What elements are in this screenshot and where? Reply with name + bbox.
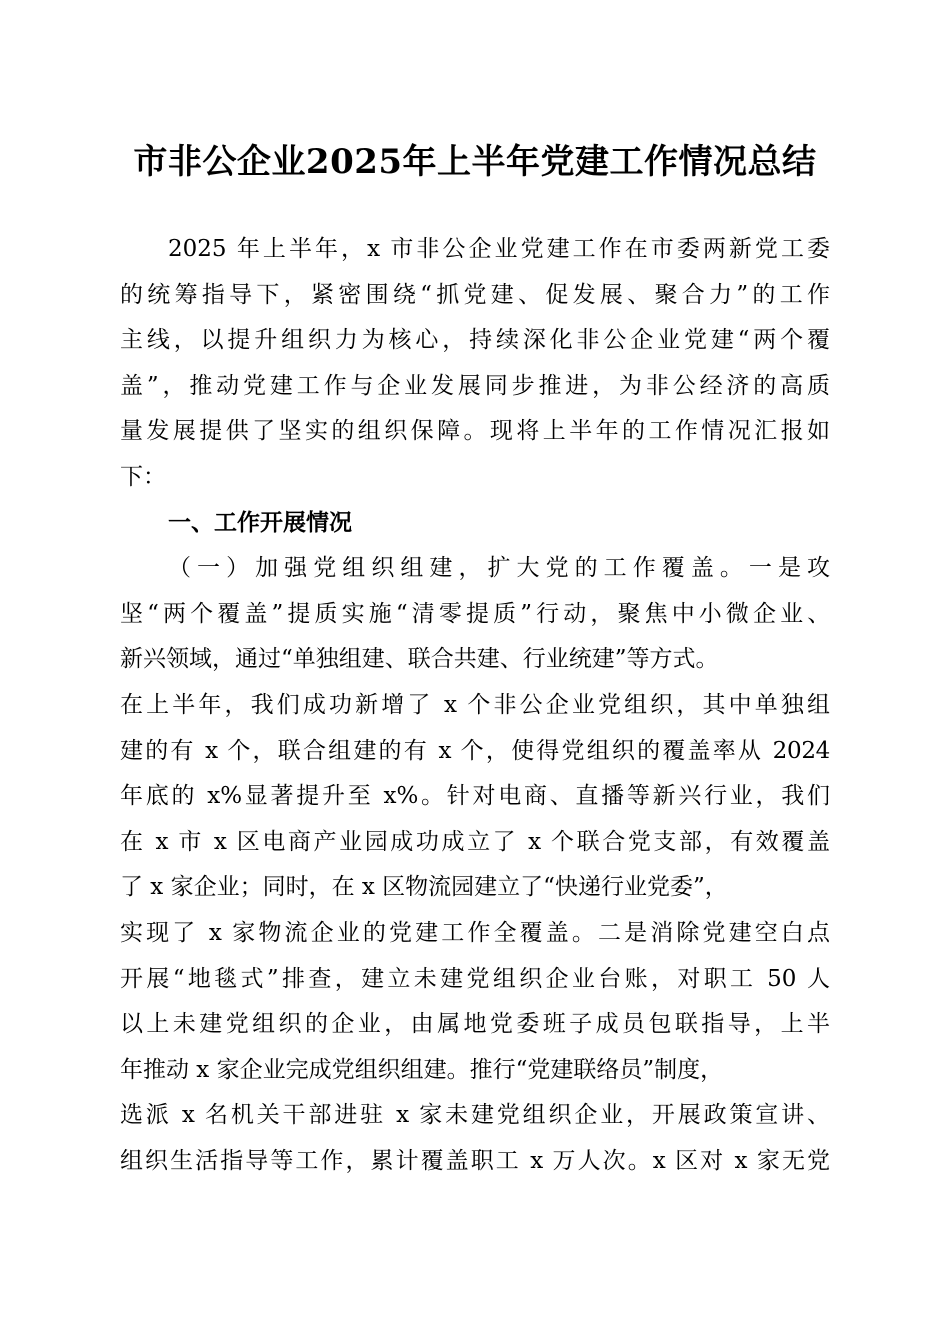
- paragraph-line: 坚“两个覆盖”提质实施“清零提质”行动，聚焦中小微企业、: [120, 600, 830, 627]
- document-title: 市非公企业2025年上半年党建工作情况总结: [133, 142, 817, 182]
- paragraph-line: 实现了 x 家物流企业的党建工作全覆盖。二是消除党建空白点: [120, 919, 830, 946]
- paragraph-line: 建的有 x 个，联合组建的有 x 个，使得党组织的覆盖率从 2024: [120, 737, 830, 764]
- paragraph-line: 组织生活指导等工作，累计覆盖职工 x 万人次。x 区对 x 家无党: [120, 1147, 830, 1174]
- paragraph-line: 新兴领域，通过“单独组建、联合共建、行业统建”等方式。: [120, 646, 719, 673]
- paragraph-line: 在 x 市 x 区电商产业园成功成立了 x 个联合党支部，有效覆盖: [120, 828, 830, 855]
- paragraph-line: 2025 年上半年，x 市非公企业党建工作在市委两新党工委: [168, 236, 830, 262]
- paragraph-line: 以上未建党组织的企业，由属地党委班子成员包联指导，上半: [120, 1011, 830, 1038]
- section-heading: 一、工作开展情况: [168, 509, 352, 536]
- paragraph-line: 了 x 家企业；同时，在 x 区物流园建立了“快递行业党委”，: [120, 874, 728, 901]
- paragraph-line: 年推动 x 家企业完成党组织组建。推行“党建联络员”制度，: [120, 1056, 724, 1083]
- paragraph-line: 盖”，推动党建工作与企业发展同步推进，为非公经济的高质: [120, 372, 830, 399]
- paragraph-line: 年底的 x%显著提升至 x%。针对电商、直播等新兴行业，我们: [120, 783, 830, 810]
- document-body: [120, 227, 830, 1184]
- paragraph-line: 下：: [120, 463, 166, 490]
- paragraph-line: 的统筹指导下，紧密围绕“抓党建、促发展、聚合力”的工作: [120, 281, 830, 308]
- paragraph-line: 量发展提供了坚实的组织保障。现将上半年的工作情况汇报如: [120, 418, 830, 445]
- paragraph-line: 选派 x 名机关干部进驻 x 家未建党组织企业，开展政策宣讲、: [120, 1102, 830, 1129]
- paragraph-line: 开展“地毯式”排查，建立未建党组织企业台账，对职工 50 人: [120, 965, 830, 992]
- paragraph-line: 在上半年，我们成功新增了 x 个非公企业党组织，其中单独组: [120, 691, 830, 718]
- paragraph-line: 主线，以提升组织力为核心，持续深化非公企业党建“两个覆: [120, 327, 830, 354]
- intro-paragraph: [120, 227, 830, 501]
- section-paragraph: [120, 546, 830, 1184]
- paragraph-line: （一）加强党组织组建，扩大党的工作覆盖。一是攻: [168, 555, 830, 582]
